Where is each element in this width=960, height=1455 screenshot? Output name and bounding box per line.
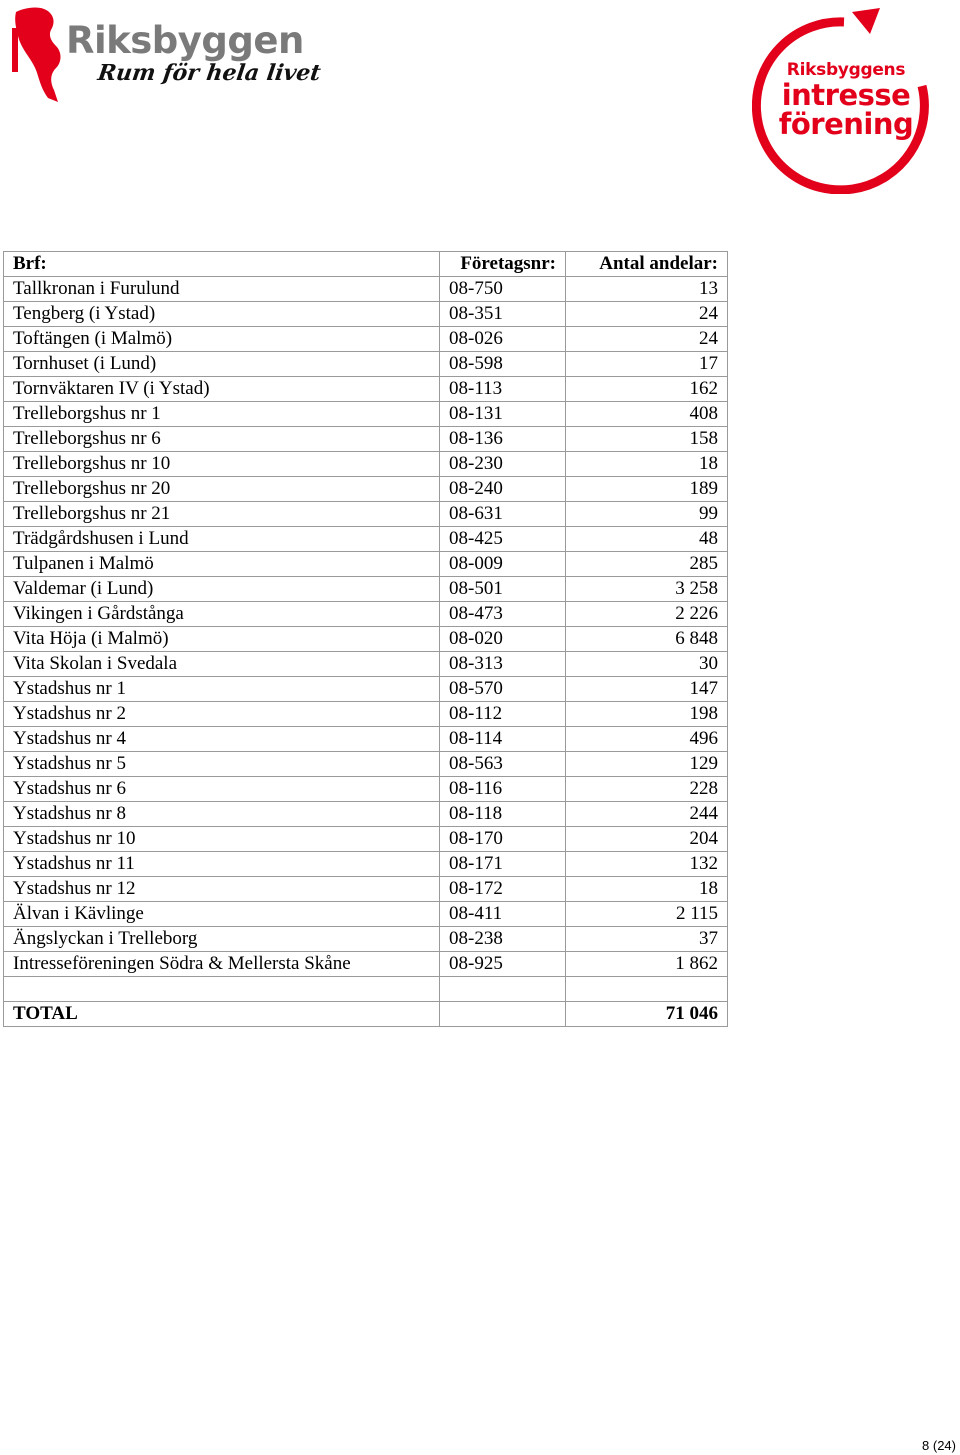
table-row [4, 452, 728, 477]
cell-shares: 18 [566, 877, 728, 902]
cell-company-no: 08-313 [440, 652, 566, 677]
table-row [4, 877, 728, 902]
cell-company-no: 08-631 [440, 502, 566, 527]
cell-company-no: 08-238 [440, 927, 566, 952]
cell-brf: Valdemar (i Lund) [4, 577, 440, 602]
cell-shares: 228 [566, 777, 728, 802]
cell-brf: Ystadshus nr 10 [4, 827, 440, 852]
table-row [4, 777, 728, 802]
cell-shares: 48 [566, 527, 728, 552]
empty-cell [440, 1002, 566, 1027]
total-value: 71 046 [566, 1002, 728, 1027]
cell-shares: 17 [566, 352, 728, 377]
table-spacer-row [4, 977, 728, 1002]
header-company-no: Företagsnr: [440, 252, 566, 277]
brand-name: Riksbyggen [66, 19, 304, 62]
cell-shares: 24 [566, 302, 728, 327]
cell-shares: 162 [566, 377, 728, 402]
table-row [4, 477, 728, 502]
cell-brf: Ystadshus nr 4 [4, 727, 440, 752]
cell-company-no: 08-563 [440, 752, 566, 777]
cell-company-no: 08-020 [440, 627, 566, 652]
cell-company-no: 08-113 [440, 377, 566, 402]
cell-brf: Trelleborgshus nr 1 [4, 402, 440, 427]
cell-shares: 132 [566, 852, 728, 877]
table-row [4, 927, 728, 952]
cell-brf: Tornhuset (i Lund) [4, 352, 440, 377]
table-row [4, 527, 728, 552]
cell-brf: Trelleborgshus nr 20 [4, 477, 440, 502]
table-row [4, 652, 728, 677]
cell-shares: 18 [566, 452, 728, 477]
cell-shares: 13 [566, 277, 728, 302]
cell-shares: 204 [566, 827, 728, 852]
table-row [4, 627, 728, 652]
table-row [4, 552, 728, 577]
table-row [4, 277, 728, 302]
cell-company-no: 08-473 [440, 602, 566, 627]
brand-slogan: Rum för hela livet [96, 60, 323, 86]
wordmark-line-1: Riksbyggens [786, 60, 906, 80]
header-brf: Brf: [4, 252, 440, 277]
table-row [4, 602, 728, 627]
cell-company-no: 08-112 [440, 702, 566, 727]
cell-brf: Tornväktaren IV (i Ystad) [4, 377, 440, 402]
empty-cell [440, 977, 566, 1002]
cell-brf: Ystadshus nr 8 [4, 802, 440, 827]
table-row [4, 727, 728, 752]
cell-company-no: 08-750 [440, 277, 566, 302]
cell-brf: Vikingen i Gårdstånga [4, 602, 440, 627]
table-row [4, 852, 728, 877]
cell-shares: 30 [566, 652, 728, 677]
table-row [4, 502, 728, 527]
cell-brf: Ystadshus nr 12 [4, 877, 440, 902]
cell-shares: 24 [566, 327, 728, 352]
cell-brf: Älvan i Kävlinge [4, 902, 440, 927]
intresseforening-wordmark [752, 62, 940, 139]
cell-company-no: 08-118 [440, 802, 566, 827]
cell-shares: 37 [566, 927, 728, 952]
cell-company-no: 08-131 [440, 402, 566, 427]
table-row [4, 377, 728, 402]
cell-company-no: 08-570 [440, 677, 566, 702]
cell-shares: 189 [566, 477, 728, 502]
table-row [4, 352, 728, 377]
empty-cell [566, 977, 728, 1002]
riksbyggen-logo [10, 6, 323, 106]
cell-company-no: 08-925 [440, 952, 566, 977]
cell-brf: Tallkronan i Furulund [4, 277, 440, 302]
wordmark-line-3: förening [778, 107, 914, 141]
cell-company-no: 08-411 [440, 902, 566, 927]
cell-company-no: 08-114 [440, 727, 566, 752]
cell-company-no: 08-425 [440, 527, 566, 552]
cell-brf: Tulpanen i Malmö [4, 552, 440, 577]
table-row [4, 327, 728, 352]
cell-company-no: 08-009 [440, 552, 566, 577]
riksbyggen-emblem-icon [10, 6, 66, 106]
page-number: 8 (24) [922, 1438, 956, 1453]
cell-company-no: 08-172 [440, 877, 566, 902]
cell-shares: 1 862 [566, 952, 728, 977]
cell-brf: Vita Höja (i Malmö) [4, 627, 440, 652]
empty-cell [4, 977, 440, 1002]
cell-company-no: 08-501 [440, 577, 566, 602]
table-row [4, 402, 728, 427]
cell-brf: Trädgårdshusen i Lund [4, 527, 440, 552]
cell-company-no: 08-026 [440, 327, 566, 352]
cell-shares: 244 [566, 802, 728, 827]
cell-shares: 198 [566, 702, 728, 727]
table-row [4, 427, 728, 452]
cell-company-no: 08-116 [440, 777, 566, 802]
table-row [4, 677, 728, 702]
cell-brf: Ystadshus nr 1 [4, 677, 440, 702]
table-row [4, 902, 728, 927]
cell-company-no: 08-351 [440, 302, 566, 327]
cell-brf: Trelleborgshus nr 6 [4, 427, 440, 452]
cell-brf: Ystadshus nr 6 [4, 777, 440, 802]
cell-shares: 2 115 [566, 902, 728, 927]
total-label: TOTAL [4, 1002, 440, 1027]
table-row [4, 702, 728, 727]
cell-brf: Tengberg (i Ystad) [4, 302, 440, 327]
cell-shares: 2 226 [566, 602, 728, 627]
header-shares: Antal andelar: [566, 252, 728, 277]
cell-company-no: 08-170 [440, 827, 566, 852]
table-row [4, 802, 728, 827]
cell-brf: Intresseföreningen Södra & Mellersta Skåne [4, 952, 440, 977]
cell-shares: 6 848 [566, 627, 728, 652]
wordmark-line-2: intresse [781, 78, 911, 112]
cell-company-no: 08-136 [440, 427, 566, 452]
cell-company-no: 08-171 [440, 852, 566, 877]
shares-table [3, 251, 728, 1027]
cell-brf: Toftängen (i Malmö) [4, 327, 440, 352]
cell-brf: Vita Skolan i Svedala [4, 652, 440, 677]
table-row [4, 302, 728, 327]
cell-brf: Ystadshus nr 11 [4, 852, 440, 877]
table-row [4, 827, 728, 852]
table-total-row [4, 1002, 728, 1027]
intresseforening-logo [752, 4, 940, 194]
cell-shares: 408 [566, 402, 728, 427]
cell-shares: 147 [566, 677, 728, 702]
cell-shares: 285 [566, 552, 728, 577]
cell-shares: 99 [566, 502, 728, 527]
cell-brf: Trelleborgshus nr 10 [4, 452, 440, 477]
cell-company-no: 08-230 [440, 452, 566, 477]
cell-shares: 496 [566, 727, 728, 752]
table-header-row [4, 252, 728, 277]
cell-company-no: 08-240 [440, 477, 566, 502]
cell-shares: 158 [566, 427, 728, 452]
cell-brf: Ystadshus nr 5 [4, 752, 440, 777]
cell-company-no: 08-598 [440, 352, 566, 377]
table-row [4, 952, 728, 977]
cell-brf: Trelleborgshus nr 21 [4, 502, 440, 527]
cell-brf: Ystadshus nr 2 [4, 702, 440, 727]
cell-shares: 129 [566, 752, 728, 777]
cell-brf: Ängslyckan i Trelleborg [4, 927, 440, 952]
table-row [4, 577, 728, 602]
table-row [4, 752, 728, 777]
cell-shares: 3 258 [566, 577, 728, 602]
